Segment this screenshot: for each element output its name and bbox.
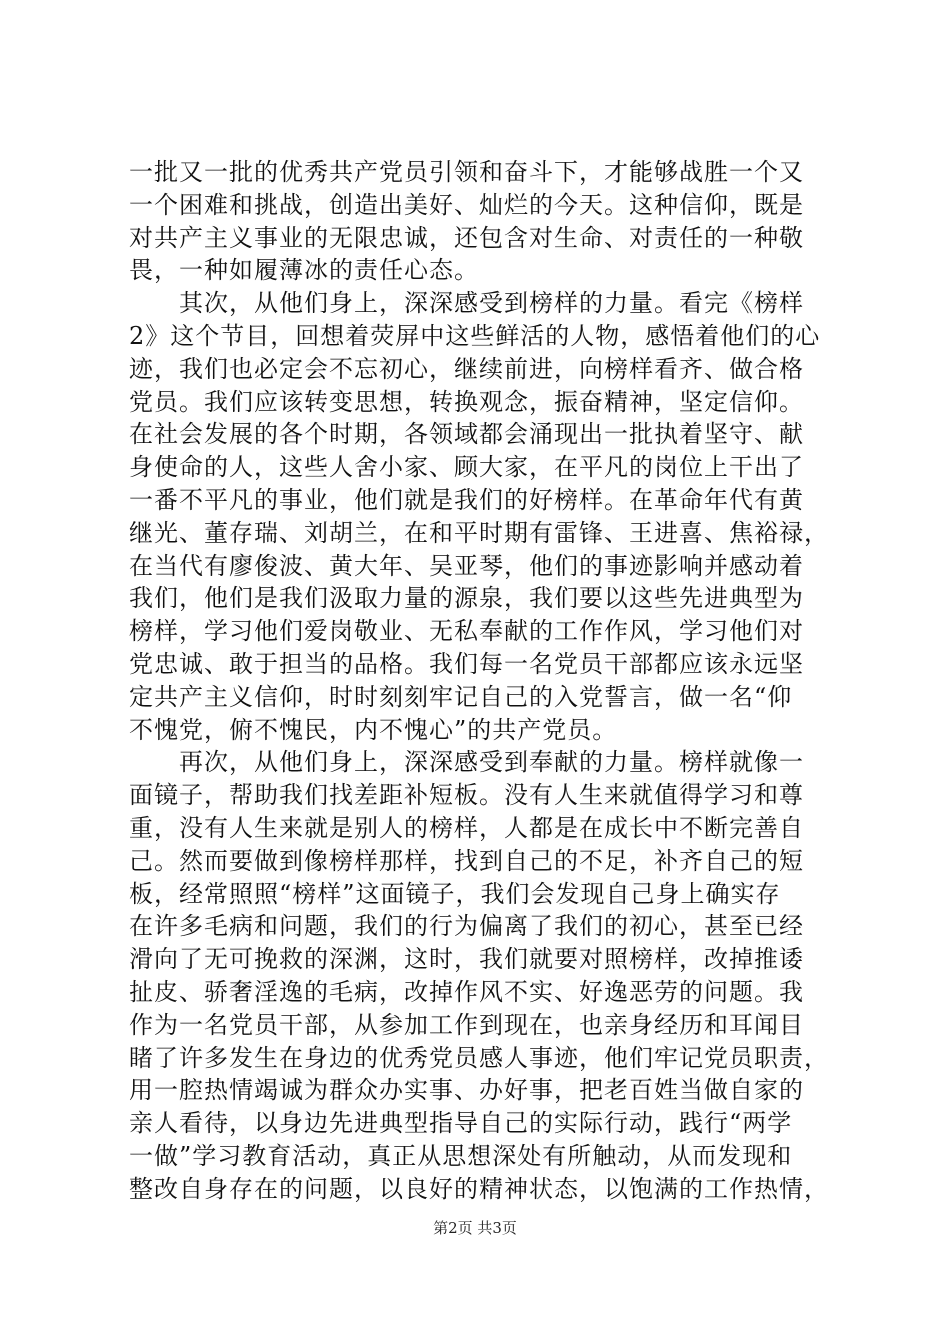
document-body (129, 156, 829, 1206)
text-line: 一番不平凡的事业，他们就是我们的好榜样。在革命年代有黄 (129, 485, 804, 514)
text-line: 面镜子，帮助我们找差距补短板。没有人生来就值得学习和尊 (129, 781, 804, 810)
page-footer: 第2页 共3页 (433, 1219, 517, 1237)
text-line: 板，经常照照“榜样”这面镜子，我们会发现自己身上确实存 (129, 879, 781, 908)
text-line: 一做”学习教育活动，真正从思想深处有所触动，从而发现和 (129, 1141, 793, 1170)
text-line: 2》这个节目，回想着荧屏中这些鲜活的人物，感悟着他们的心 (129, 321, 821, 350)
text-line: 定共产主义信仰，时时刻刻牢记自己的入党誓言，做一名“仰 (129, 682, 793, 711)
text-line: 己。然而要做到像榜样那样，找到自己的不足，补齐自己的短 (129, 846, 804, 875)
text-line: 在当代有廖俊波、黄大年、吴亚琴，他们的事迹影响并感动着 (129, 551, 804, 580)
text-line: 再次，从他们身上，深深感受到奉献的力量。榜样就像一 (129, 748, 804, 777)
text-line: 榜样，学习他们爱岗敬业、无私奉献的工作作风，学习他们对 (129, 617, 804, 646)
text-line: 整改自身存在的问题，以良好的精神状态，以饱满的工作热情， (129, 1174, 829, 1203)
text-line: 畏，一种如履薄冰的责任心态。 (129, 256, 479, 285)
text-line: 滑向了无可挽救的深渊，这时，我们就要对照榜样，改掉推诿 (129, 945, 804, 974)
text-line: 在社会发展的各个时期，各领域都会涌现出一批执着坚守、献 (129, 420, 804, 449)
text-line: 党忠诚、敢于担当的品格。我们每一名党员干部都应该永远坚 (129, 649, 804, 678)
text-line: 继光、董存瑞、刘胡兰，在和平时期有雷锋、王进喜、焦裕禄， (129, 518, 829, 547)
text-line: 党员。我们应该转变思想，转换观念，振奋精神，坚定信仰。 (129, 387, 804, 416)
text-line: 作为一名党员干部，从参加工作到现在，也亲身经历和耳闻目 (129, 1010, 804, 1039)
text-line: 扯皮、骄奢淫逸的毛病，改掉作风不实、好逸恶劳的问题。我 (129, 977, 804, 1006)
text-line: 对共产主义事业的无限忠诚，还包含对生命、对责任的一种敬 (129, 223, 804, 252)
text-line: 不愧党，俯不愧民，内不愧心”的共产党员。 (129, 715, 618, 744)
text-line: 重，没有人生来就是别人的榜样，人都是在成长中不断完善自 (129, 813, 804, 842)
text-line: 一个困难和挑战，创造出美好、灿烂的今天。这种信仰，既是 (129, 190, 804, 219)
text-line: 用一腔热情竭诚为群众办实事、办好事，把老百姓当做自家的 (129, 1076, 804, 1105)
text-line: 亲人看待，以身边先进典型指导自己的实际行动，践行“两学 (129, 1109, 793, 1138)
text-line: 睹了许多发生在身边的优秀党员感人事迹，他们牢记党员职责， (129, 1043, 829, 1072)
text-line: 迹，我们也必定会不忘初心，继续前进，向榜样看齐、做合格 (129, 354, 804, 383)
text-line: 其次，从他们身上，深深感受到榜样的力量。看完《榜样 (129, 289, 804, 318)
text-line: 我们，他们是我们汲取力量的源泉，我们要以这些先进典型为 (129, 584, 804, 613)
text-line: 身使命的人，这些人舍小家、顾大家，在平凡的岗位上干出了 (129, 453, 804, 482)
text-line: 在许多毛病和问题，我们的行为偏离了我们的初心，甚至已经 (129, 912, 804, 941)
text-line: 一批又一批的优秀共产党员引领和奋斗下，才能够战胜一个又 (129, 158, 804, 186)
